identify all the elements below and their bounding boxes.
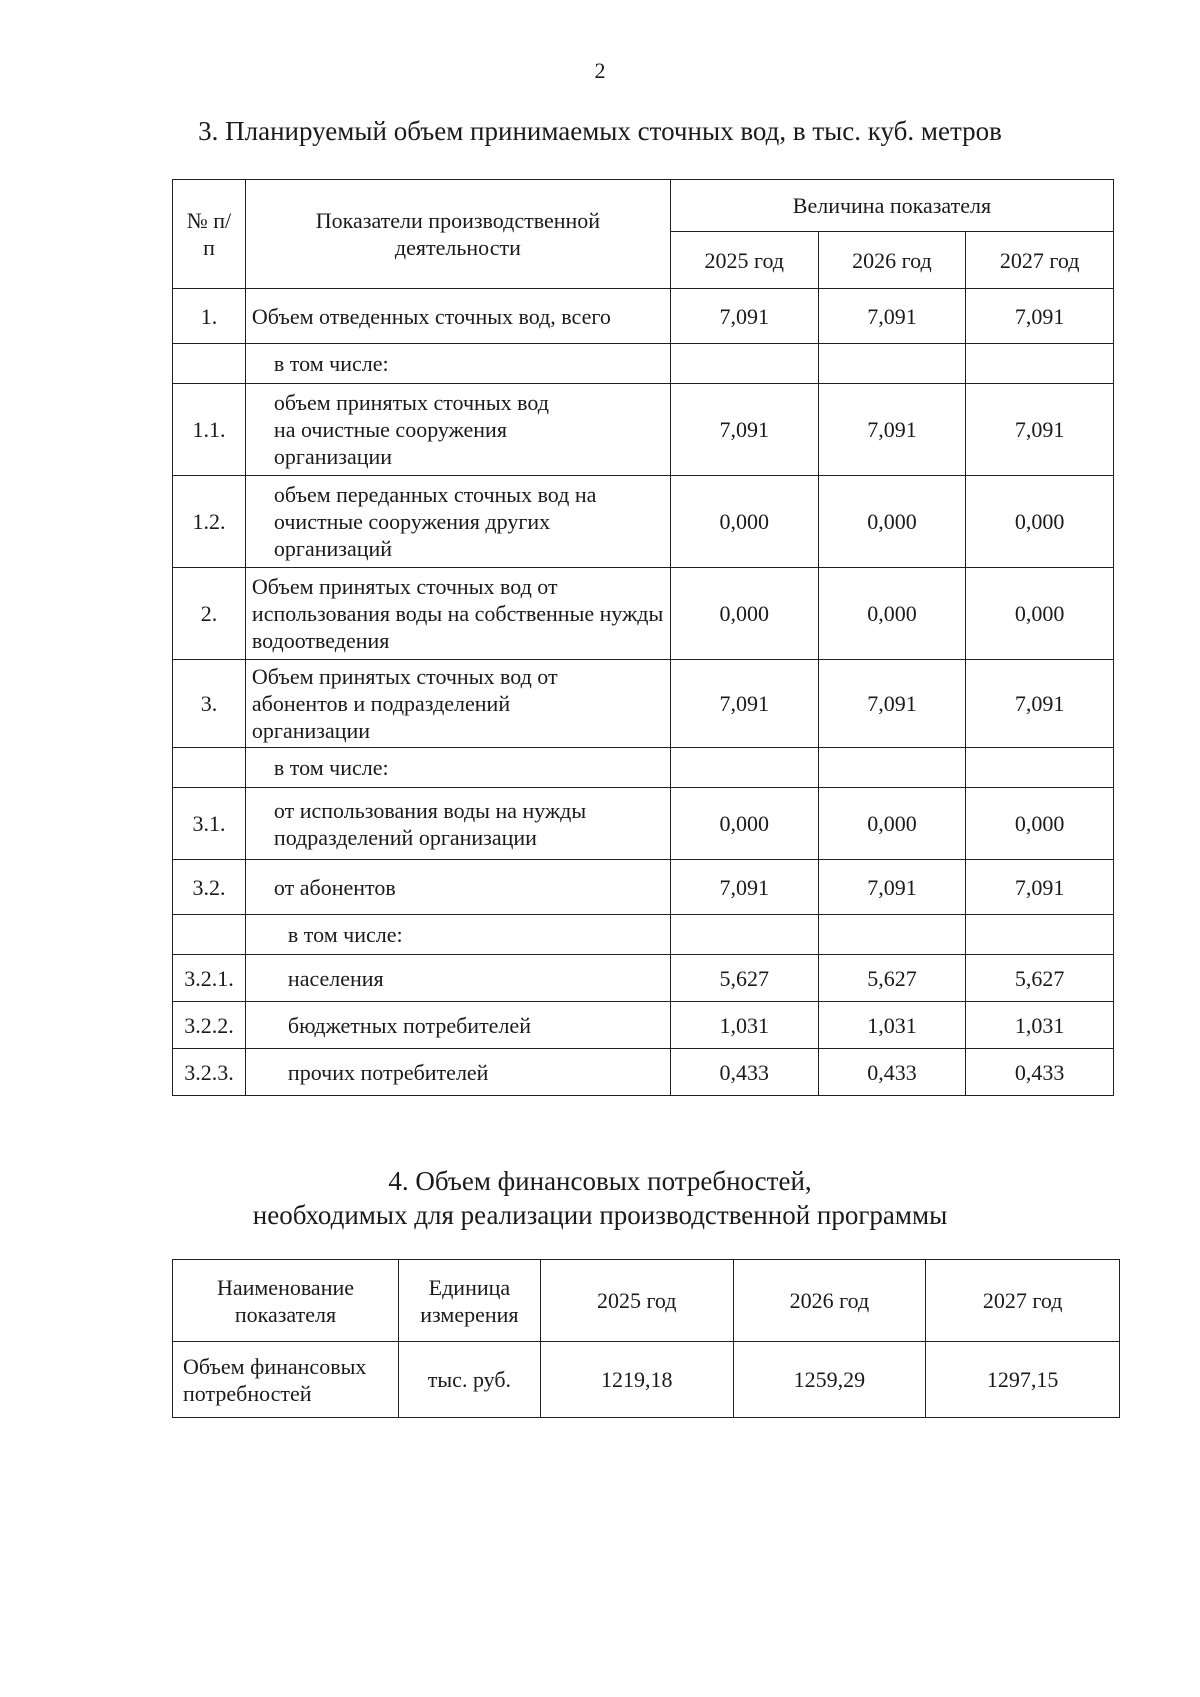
row-value: 0,000 [818, 476, 966, 568]
row-value [966, 344, 1114, 384]
table-row [173, 1049, 1114, 1096]
row-name [245, 660, 670, 748]
table-row [173, 344, 1114, 384]
row-value: 0,000 [670, 476, 818, 568]
table-row [173, 860, 1114, 915]
header-indicators-label: Показатели производственной деятельности [315, 208, 601, 260]
row-name: в том числе: [245, 915, 670, 955]
table-row [173, 788, 1114, 860]
table-row [173, 915, 1114, 955]
row-value: 0,433 [966, 1049, 1114, 1096]
row-value [966, 915, 1114, 955]
header-cell: 2027 год [926, 1260, 1120, 1342]
row-num: 3. [173, 660, 246, 748]
table-header-row [173, 1260, 1120, 1342]
row-value: 0,000 [966, 568, 1114, 660]
row-value [670, 748, 818, 788]
row-value: 7,091 [670, 860, 818, 915]
header-cell [173, 1260, 399, 1342]
row-value: 1297,15 [926, 1342, 1120, 1418]
row-name-text: объем переданных сточных вод на очистные сооружения других организаций [273, 482, 597, 561]
section-3-title: 3. Планируемый объем принимаемых сточных вод, в тыс. куб. метров [198, 116, 1002, 146]
row-name: от абонентов [245, 860, 670, 915]
row-value: 7,091 [966, 660, 1114, 748]
row-value: 5,627 [966, 955, 1114, 1002]
row-value [966, 748, 1114, 788]
row-value: 7,091 [670, 384, 818, 476]
row-num: 1.2. [173, 476, 246, 568]
row-value: 7,091 [818, 384, 966, 476]
financial-needs-table [172, 1259, 1120, 1418]
row-value: 0,433 [670, 1049, 818, 1096]
row-value: 7,091 [966, 860, 1114, 915]
table-row [173, 1342, 1120, 1418]
row-value: 0,000 [966, 476, 1114, 568]
section-4-title-line2: необходимых для реализации производственной программы [252, 1200, 948, 1230]
row-name: населения [245, 955, 670, 1002]
header-cell-text: Единица измерения [420, 1274, 519, 1327]
row-name [245, 568, 670, 660]
table-row [173, 384, 1114, 476]
row-num: 3.2. [173, 860, 246, 915]
row-name-text: объем принятых сточных вод на очистные сооружения организации [273, 390, 549, 469]
row-num: 1.1. [173, 384, 246, 476]
row-value: 0,000 [966, 788, 1114, 860]
row-value [670, 344, 818, 384]
row-value: 5,627 [670, 955, 818, 1002]
section-4-title-line1: 4. Объем финансовых потребностей, [388, 1166, 812, 1196]
wastewater-volume-table [172, 179, 1114, 1096]
row-num: 3.1. [173, 788, 246, 860]
row-value: 7,091 [818, 289, 966, 344]
row-value: 7,091 [818, 660, 966, 748]
table-row [173, 955, 1114, 1002]
header-cell [398, 1260, 540, 1342]
row-num: 3.2.3. [173, 1049, 246, 1096]
header-value-group: Величина показателя [670, 180, 1113, 232]
row-name: бюджетных потребителей [245, 1002, 670, 1049]
row-value: 0,000 [818, 568, 966, 660]
row-value: 7,091 [966, 289, 1114, 344]
table-row [173, 1002, 1114, 1049]
row-value: 7,091 [818, 860, 966, 915]
table-row [173, 476, 1114, 568]
row-value: 1,031 [818, 1002, 966, 1049]
row-value [670, 915, 818, 955]
table-row [173, 660, 1114, 748]
table-row [173, 568, 1114, 660]
row-name: прочих потребителей [245, 1049, 670, 1096]
row-name-text: от использования воды на нужды подразделений организации [273, 797, 587, 850]
page-number: 2 [594, 58, 606, 83]
row-name-text: Объем принятых сточных вод от абонентов и подразделений организации [251, 664, 558, 743]
row-value: 0,000 [670, 568, 818, 660]
row-value: 1259,29 [733, 1342, 926, 1418]
header-cell: 2025 год [540, 1260, 733, 1342]
table-row [173, 289, 1114, 344]
section-4-title [0, 1164, 1200, 1232]
row-num [173, 344, 246, 384]
row-num [173, 915, 246, 955]
row-value: 0,000 [670, 788, 818, 860]
row-value: 7,091 [966, 384, 1114, 476]
row-value: 1,031 [670, 1002, 818, 1049]
row-name [245, 788, 670, 860]
header-year: 2025 год [670, 232, 818, 289]
row-name-text: Объем финансовых потребностей [183, 1353, 367, 1406]
row-name [245, 476, 670, 568]
row-num: 1. [173, 289, 246, 344]
row-value [818, 915, 966, 955]
header-year: 2026 год [818, 232, 966, 289]
row-name [173, 1342, 399, 1418]
row-name [245, 384, 670, 476]
row-num: 3.2.1. [173, 955, 246, 1002]
row-value: 7,091 [670, 289, 818, 344]
header-num [173, 180, 246, 289]
row-value: 7,091 [670, 660, 818, 748]
header-year: 2027 год [966, 232, 1114, 289]
row-name-text: Объем принятых сточных вод от использования воды на собственные нужды водоотведения [251, 574, 664, 653]
row-value [818, 344, 966, 384]
row-value [818, 748, 966, 788]
row-value: 0,433 [818, 1049, 966, 1096]
row-value: 1,031 [966, 1002, 1114, 1049]
row-unit: тыс. руб. [398, 1342, 540, 1418]
row-num: 2. [173, 568, 246, 660]
header-num-label: № п/п [186, 208, 232, 260]
row-value: 0,000 [818, 788, 966, 860]
row-name: в том числе: [245, 748, 670, 788]
header-indicators [245, 180, 670, 289]
row-num [173, 748, 246, 788]
row-value: 5,627 [818, 955, 966, 1002]
table-row [173, 748, 1114, 788]
row-name: в том числе: [245, 344, 670, 384]
header-cell-text: Наименование показателя [216, 1274, 355, 1327]
row-num: 3.2.2. [173, 1002, 246, 1049]
row-name: Объем отведенных сточных вод, всего [245, 289, 670, 344]
row-value: 1219,18 [540, 1342, 733, 1418]
header-cell: 2026 год [733, 1260, 926, 1342]
